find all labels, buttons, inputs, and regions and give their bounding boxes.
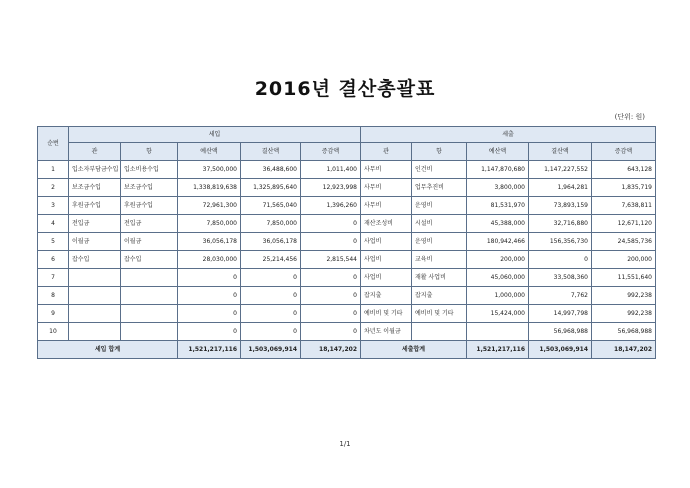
table-row bbox=[38, 233, 656, 251]
income-diff-cell: 0 bbox=[301, 287, 361, 305]
income-diff-cell: 1,396,260 bbox=[301, 197, 361, 215]
header-expense-diff: 증감액 bbox=[592, 143, 656, 161]
income-budget-cell: 36,056,178 bbox=[178, 233, 241, 251]
header-income-diff: 증감액 bbox=[301, 143, 361, 161]
expense-diff-cell: 992,238 bbox=[592, 305, 656, 323]
expense-diff-cell: 24,585,736 bbox=[592, 233, 656, 251]
expense-kwan-cell: 사업비 bbox=[361, 269, 412, 287]
row-seq-cell: 3 bbox=[38, 197, 69, 215]
expense-hang-cell: 잡지출 bbox=[412, 287, 467, 305]
income-settle-cell: 7,850,000 bbox=[241, 215, 301, 233]
income-settle-cell: 1,325,895,640 bbox=[241, 179, 301, 197]
income-diff-cell: 0 bbox=[301, 323, 361, 341]
header-income-kwan: 관 bbox=[69, 143, 121, 161]
header-row-sub bbox=[38, 143, 656, 161]
income-hang-cell: 잡수입 bbox=[121, 251, 178, 269]
expense-budget-cell: 1,147,870,680 bbox=[467, 161, 529, 179]
expense-diff-cell: 56,968,988 bbox=[592, 323, 656, 341]
row-seq-cell: 10 bbox=[38, 323, 69, 341]
row-seq-cell: 4 bbox=[38, 215, 69, 233]
header-row-top bbox=[38, 127, 656, 143]
row-seq-cell: 5 bbox=[38, 233, 69, 251]
table-row bbox=[38, 305, 656, 323]
expense-kwan-cell: 사무비 bbox=[361, 161, 412, 179]
income-kwan-cell: 보조금수입 bbox=[69, 179, 121, 197]
header-expense: 세출 bbox=[361, 127, 656, 143]
income-total-label: 세입 합계 bbox=[38, 341, 178, 359]
row-seq-cell: 2 bbox=[38, 179, 69, 197]
income-budget-cell: 0 bbox=[178, 305, 241, 323]
income-diff-cell: 0 bbox=[301, 215, 361, 233]
income-budget-cell: 72,961,300 bbox=[178, 197, 241, 215]
expense-diff-cell: 200,000 bbox=[592, 251, 656, 269]
expense-diff-cell: 1,835,719 bbox=[592, 179, 656, 197]
income-total-settle: 1,503,069,914 bbox=[241, 341, 301, 359]
table-row bbox=[38, 323, 656, 341]
table-row bbox=[38, 269, 656, 287]
expense-settle-cell: 14,997,798 bbox=[529, 305, 592, 323]
expense-budget-cell: 45,060,000 bbox=[467, 269, 529, 287]
expense-settle-cell: 156,356,730 bbox=[529, 233, 592, 251]
table-row bbox=[38, 287, 656, 305]
expense-total-diff: 18,147,202 bbox=[592, 341, 656, 359]
expense-settle-cell: 1,964,281 bbox=[529, 179, 592, 197]
income-hang-cell: 이월금 bbox=[121, 233, 178, 251]
income-budget-cell: 1,338,819,638 bbox=[178, 179, 241, 197]
expense-settle-cell: 33,508,360 bbox=[529, 269, 592, 287]
expense-kwan-cell: 사업비 bbox=[361, 251, 412, 269]
expense-budget-cell: 3,800,000 bbox=[467, 179, 529, 197]
settlement-table bbox=[37, 126, 656, 359]
expense-total-settle: 1,503,069,914 bbox=[529, 341, 592, 359]
income-settle-cell: 0 bbox=[241, 269, 301, 287]
income-hang-cell bbox=[121, 287, 178, 305]
expense-hang-cell: 예비비 및 기타 bbox=[412, 305, 467, 323]
expense-settle-cell: 73,893,159 bbox=[529, 197, 592, 215]
expense-budget-cell bbox=[467, 323, 529, 341]
income-hang-cell: 후원금수입 bbox=[121, 197, 178, 215]
header-expense-settle: 결산액 bbox=[529, 143, 592, 161]
income-settle-cell: 0 bbox=[241, 305, 301, 323]
expense-budget-cell: 15,424,000 bbox=[467, 305, 529, 323]
row-seq-cell: 7 bbox=[38, 269, 69, 287]
income-settle-cell: 0 bbox=[241, 323, 301, 341]
income-settle-cell: 36,056,178 bbox=[241, 233, 301, 251]
expense-hang-cell: 교육비 bbox=[412, 251, 467, 269]
table-row bbox=[38, 215, 656, 233]
income-kwan-cell bbox=[69, 323, 121, 341]
expense-hang-cell: 시설비 bbox=[412, 215, 467, 233]
income-budget-cell: 0 bbox=[178, 269, 241, 287]
expense-budget-cell: 1,000,000 bbox=[467, 287, 529, 305]
income-kwan-cell: 입소자부담금수입 bbox=[69, 161, 121, 179]
income-diff-cell: 12,923,998 bbox=[301, 179, 361, 197]
income-budget-cell: 0 bbox=[178, 287, 241, 305]
table-body bbox=[38, 161, 656, 341]
expense-kwan-cell: 재산조성비 bbox=[361, 215, 412, 233]
expense-hang-cell: 업무추진비 bbox=[412, 179, 467, 197]
income-kwan-cell bbox=[69, 305, 121, 323]
income-kwan-cell bbox=[69, 287, 121, 305]
income-hang-cell: 입소비용수입 bbox=[121, 161, 178, 179]
income-hang-cell bbox=[121, 305, 178, 323]
total-row bbox=[38, 341, 656, 359]
expense-diff-cell: 643,128 bbox=[592, 161, 656, 179]
income-budget-cell: 7,850,000 bbox=[178, 215, 241, 233]
header-income-settle: 결산액 bbox=[241, 143, 301, 161]
income-kwan-cell: 후원금수입 bbox=[69, 197, 121, 215]
expense-hang-cell: 운영비 bbox=[412, 233, 467, 251]
income-budget-cell: 37,500,000 bbox=[178, 161, 241, 179]
expense-settle-cell: 0 bbox=[529, 251, 592, 269]
expense-budget-cell: 45,388,000 bbox=[467, 215, 529, 233]
income-total-budget: 1,521,217,116 bbox=[178, 341, 241, 359]
income-kwan-cell bbox=[69, 269, 121, 287]
income-hang-cell: 전입금 bbox=[121, 215, 178, 233]
expense-settle-cell: 7,762 bbox=[529, 287, 592, 305]
expense-diff-cell: 12,671,120 bbox=[592, 215, 656, 233]
header-expense-kwan: 관 bbox=[361, 143, 412, 161]
expense-total-label: 세출합계 bbox=[361, 341, 467, 359]
expense-settle-cell: 1,147,227,552 bbox=[529, 161, 592, 179]
income-hang-cell: 보조금수입 bbox=[121, 179, 178, 197]
expense-kwan-cell: 예비비 및 기타 bbox=[361, 305, 412, 323]
expense-budget-cell: 81,531,970 bbox=[467, 197, 529, 215]
expense-hang-cell bbox=[412, 323, 467, 341]
header-income-hang: 항 bbox=[121, 143, 178, 161]
income-diff-cell: 0 bbox=[301, 269, 361, 287]
header-seq: 순번 bbox=[38, 127, 69, 161]
row-seq-cell: 9 bbox=[38, 305, 69, 323]
income-kwan-cell: 잡수입 bbox=[69, 251, 121, 269]
income-settle-cell: 36,488,600 bbox=[241, 161, 301, 179]
income-settle-cell: 0 bbox=[241, 287, 301, 305]
page-number: 1/1 bbox=[339, 440, 351, 448]
expense-hang-cell: 재활 사업비 bbox=[412, 269, 467, 287]
expense-hang-cell: 인건비 bbox=[412, 161, 467, 179]
expense-kwan-cell: 사무비 bbox=[361, 197, 412, 215]
header-expense-hang: 항 bbox=[412, 143, 467, 161]
table-row bbox=[38, 197, 656, 215]
expense-total-budget: 1,521,217,116 bbox=[467, 341, 529, 359]
expense-budget-cell: 180,942,466 bbox=[467, 233, 529, 251]
income-hang-cell bbox=[121, 323, 178, 341]
income-diff-cell: 0 bbox=[301, 233, 361, 251]
row-seq-cell: 6 bbox=[38, 251, 69, 269]
row-seq-cell: 8 bbox=[38, 287, 69, 305]
document-title: 2016년 결산총괄표 bbox=[254, 78, 436, 100]
table-row bbox=[38, 161, 656, 179]
expense-diff-cell: 7,638,811 bbox=[592, 197, 656, 215]
table-row bbox=[38, 179, 656, 197]
expense-diff-cell: 11,551,640 bbox=[592, 269, 656, 287]
row-seq-cell: 1 bbox=[38, 161, 69, 179]
income-settle-cell: 71,565,040 bbox=[241, 197, 301, 215]
income-kwan-cell: 이월금 bbox=[69, 233, 121, 251]
unit-note: (단위: 원) bbox=[614, 113, 645, 121]
expense-budget-cell: 200,000 bbox=[467, 251, 529, 269]
income-settle-cell: 25,214,456 bbox=[241, 251, 301, 269]
expense-hang-cell: 운영비 bbox=[412, 197, 467, 215]
expense-kwan-cell: 사업비 bbox=[361, 233, 412, 251]
income-diff-cell: 0 bbox=[301, 305, 361, 323]
header-expense-budget: 예산액 bbox=[467, 143, 529, 161]
header-income: 세입 bbox=[69, 127, 361, 143]
income-diff-cell: 1,011,400 bbox=[301, 161, 361, 179]
income-budget-cell: 28,030,000 bbox=[178, 251, 241, 269]
income-hang-cell bbox=[121, 269, 178, 287]
table-row bbox=[38, 251, 656, 269]
expense-kwan-cell: 사무비 bbox=[361, 179, 412, 197]
expense-kwan-cell: 잡지출 bbox=[361, 287, 412, 305]
income-diff-cell: 2,815,544 bbox=[301, 251, 361, 269]
income-kwan-cell: 전입금 bbox=[69, 215, 121, 233]
header-income-budget: 예산액 bbox=[178, 143, 241, 161]
expense-kwan-cell: 차년도 이월금 bbox=[361, 323, 412, 341]
income-budget-cell: 0 bbox=[178, 323, 241, 341]
income-total-diff: 18,147,202 bbox=[301, 341, 361, 359]
expense-settle-cell: 56,968,988 bbox=[529, 323, 592, 341]
expense-settle-cell: 32,716,880 bbox=[529, 215, 592, 233]
expense-diff-cell: 992,238 bbox=[592, 287, 656, 305]
